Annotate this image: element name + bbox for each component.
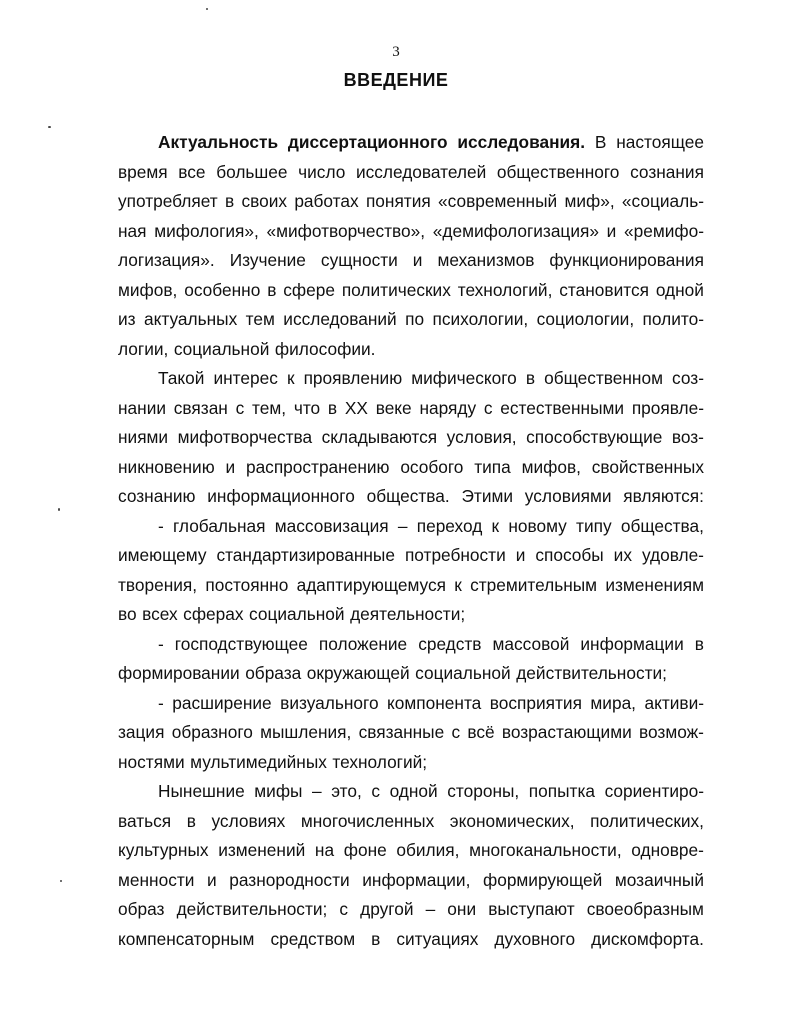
word: социологии, (536, 309, 635, 329)
word: сущности (320, 250, 398, 270)
word: одной (389, 781, 438, 801)
word: - (158, 633, 164, 654)
word: с (235, 397, 245, 418)
word: «демифологизация» (432, 220, 599, 241)
word: соз- (672, 368, 704, 388)
text-line (118, 541, 704, 571)
word: Актуальность (158, 132, 279, 152)
word: массовизация (274, 515, 389, 536)
word: являются: (623, 486, 704, 506)
word: политических, (590, 810, 704, 831)
word: активи- (644, 692, 704, 713)
word: – (425, 899, 436, 919)
word: социальной (173, 338, 270, 359)
scan-speck (60, 880, 62, 882)
page-number: 3 (392, 44, 400, 60)
word: способствующие (526, 427, 663, 447)
word: и (412, 250, 423, 270)
word: ная (118, 220, 147, 241)
word: в (224, 191, 235, 211)
word: к (454, 574, 462, 595)
word: стремительным (470, 574, 598, 595)
text-line (118, 482, 704, 512)
word: по (405, 309, 425, 329)
word: – (312, 781, 322, 801)
word: психологии, (432, 309, 529, 329)
word: сознания (630, 161, 704, 182)
word: новому (508, 515, 567, 536)
word: полито- (642, 309, 704, 329)
word: стандартизированные (216, 545, 395, 565)
word: одной (655, 279, 704, 300)
word: ностями (118, 751, 185, 772)
word: стороны, (447, 781, 520, 801)
word: средств (418, 633, 482, 654)
word: работах (294, 191, 359, 211)
text-line (118, 748, 704, 778)
word: в (267, 279, 277, 300)
scan-speck (206, 8, 208, 10)
word: интерес (213, 368, 278, 388)
text-line (118, 630, 704, 660)
word: проявлению (303, 368, 403, 388)
word: господствующее (174, 633, 308, 654)
word: тем (245, 309, 275, 329)
word: исследователей (355, 161, 487, 182)
word: типа (474, 456, 511, 477)
word: деятельности; (350, 604, 466, 624)
word: особенно (184, 279, 261, 300)
scan-speck (48, 126, 51, 128)
word: попытка (528, 781, 596, 801)
word: изменениям (605, 574, 704, 595)
word: с (371, 781, 381, 801)
word: в (371, 928, 381, 949)
word: «современный (438, 191, 558, 211)
word: сознанию (118, 486, 196, 506)
text-line (118, 925, 704, 955)
word: в (525, 368, 536, 388)
section-title: ВВЕДЕНИЕ (343, 70, 449, 90)
word: механизмов (437, 250, 535, 270)
word: из (118, 309, 136, 329)
word: условиях (211, 810, 286, 831)
word: сфере (283, 279, 335, 300)
text-line (118, 246, 704, 276)
word: информации, (362, 869, 471, 890)
word: во (118, 604, 137, 624)
word: изменений (218, 840, 306, 860)
text-line (118, 276, 704, 306)
word: всех (142, 604, 178, 624)
word: и (515, 545, 526, 565)
word: XX (344, 397, 368, 418)
word: менности (118, 869, 195, 890)
word: выступают (488, 899, 575, 919)
word: это, (331, 781, 362, 801)
word: мира, (590, 692, 636, 713)
word: общества, (620, 515, 704, 536)
word: образ (118, 899, 165, 919)
word: средством (270, 928, 356, 949)
body-text (118, 128, 704, 954)
word: общественном (544, 368, 663, 388)
text-line (118, 128, 704, 158)
text-line (118, 187, 704, 217)
word: мифы (254, 781, 303, 801)
word: образного (171, 722, 253, 742)
word: удовле- (641, 545, 704, 565)
word: общества. (366, 486, 450, 506)
word: возмож- (639, 722, 704, 742)
word: мифов, (521, 456, 581, 477)
text-line (118, 158, 704, 188)
word: духовного (494, 928, 576, 949)
word: они (447, 899, 477, 919)
word: большее (216, 161, 288, 182)
word: дискомфорта. (591, 928, 704, 949)
text-line (118, 600, 704, 630)
word: становится (559, 279, 649, 300)
word: - (158, 692, 164, 713)
word: Нынешние (158, 781, 245, 801)
word: нании (118, 397, 167, 418)
word: в (186, 810, 196, 831)
scan-speck (58, 508, 60, 511)
word: в (694, 633, 704, 654)
text-line (118, 453, 704, 483)
word: технологий, (457, 279, 553, 300)
word: «социаль- (621, 191, 704, 211)
word: на (314, 840, 335, 860)
text-line (118, 807, 704, 837)
word: формирующей (482, 869, 603, 890)
word: с (339, 899, 349, 919)
word: имеющему (118, 545, 207, 565)
text-line (118, 423, 704, 453)
word: творения, (118, 574, 198, 595)
word: к (286, 368, 295, 388)
text-line (118, 777, 704, 807)
text-line (118, 659, 704, 689)
word: мифотворчества (177, 427, 313, 447)
word: визуального (280, 692, 379, 713)
word: мифического (411, 368, 517, 388)
word: типу (576, 515, 612, 536)
word: фоне (343, 840, 387, 860)
word: экономических, (449, 810, 575, 831)
word: и (606, 220, 617, 241)
word: с (451, 722, 461, 742)
word: Изучение (229, 250, 306, 270)
word: связан (173, 397, 228, 418)
text-line (118, 364, 704, 394)
text-line (118, 718, 704, 748)
text-line (118, 866, 704, 896)
word: актуальных (144, 309, 238, 329)
word: ваться (118, 810, 172, 831)
word: глобальная (173, 515, 266, 536)
word: естественными (500, 397, 625, 418)
word: «мифотворчество», (266, 220, 426, 241)
word: свойственных (591, 456, 704, 477)
word: логизация». (118, 250, 215, 270)
word: мифов, (118, 279, 178, 300)
text-line (118, 394, 704, 424)
word: расширение (172, 692, 272, 713)
text-line (118, 895, 704, 925)
word: культурных (118, 840, 209, 860)
word: мифология», (154, 220, 259, 241)
word: исследований (283, 309, 397, 329)
word: разнородности (229, 869, 350, 890)
word: – (397, 515, 408, 536)
text-line (118, 335, 704, 365)
word: воз- (671, 427, 704, 447)
word: образа (245, 663, 302, 683)
word: действительности; (176, 899, 328, 919)
text-line (118, 836, 704, 866)
word: философии. (274, 338, 376, 359)
word: с (483, 397, 493, 418)
word: к (491, 515, 500, 536)
word: логии, (118, 338, 169, 359)
word: адаптирующемуся (296, 574, 446, 595)
word: в (327, 397, 338, 418)
word: другой (360, 899, 414, 919)
word: сферах (183, 604, 244, 624)
word: формировании (118, 663, 240, 683)
word: условиями (524, 486, 612, 506)
word: всё (467, 722, 495, 742)
word: В (594, 132, 607, 152)
text-line (118, 217, 704, 247)
word: мозаичный (614, 869, 704, 890)
word: многочисленных (300, 810, 435, 831)
word: переход (416, 515, 483, 536)
word: потребности (404, 545, 506, 565)
text-line (118, 512, 704, 542)
word: восприятия (489, 692, 582, 713)
word: наряду (419, 397, 477, 418)
word: обилия, (396, 840, 460, 860)
word: политических (341, 279, 451, 300)
word: складываются (321, 427, 438, 447)
word: миф», (564, 191, 615, 211)
word: многоканальности, (469, 840, 622, 860)
word: и (207, 869, 217, 890)
word: мышления, (260, 722, 352, 742)
word: положение (318, 633, 408, 654)
word: никновению (118, 456, 215, 477)
word: особого (400, 456, 464, 477)
word: мультимедийных (190, 751, 327, 772)
word: ниями (118, 427, 169, 447)
word: понятия (365, 191, 431, 211)
word: время (118, 161, 168, 182)
word: общественного (496, 161, 620, 182)
word: действительности; (516, 663, 667, 683)
word: условия, (446, 427, 517, 447)
word: социальной (415, 663, 511, 683)
text-line (118, 571, 704, 601)
word: связанные (358, 722, 445, 742)
word: окружающей (306, 663, 410, 683)
word: диссертационного (287, 132, 448, 152)
word: возрастающими (501, 722, 632, 742)
word: своих (241, 191, 288, 211)
word: компенсаторным (118, 928, 255, 949)
word: настоящее (616, 132, 704, 152)
word: - (158, 515, 164, 536)
word: употребляет (118, 191, 218, 211)
word: способы (535, 545, 604, 565)
word: веке (375, 397, 412, 418)
word: функционирования (549, 250, 704, 270)
word: сориентиро- (604, 781, 704, 801)
word: тем, (252, 397, 287, 418)
word: и (225, 456, 236, 477)
word: компонента (387, 692, 482, 713)
word: информационного (207, 486, 355, 506)
word: постоянно (205, 574, 289, 595)
word: «ремифо- (624, 220, 704, 241)
word: их (613, 545, 632, 565)
word: технологий; (332, 751, 428, 772)
word: Такой (158, 368, 205, 388)
word: одновре- (631, 840, 704, 860)
word: Этими (461, 486, 514, 506)
word: исследования. (457, 132, 586, 152)
word: ситуациях (396, 928, 479, 949)
word: распространению (245, 456, 390, 477)
text-line (118, 689, 704, 719)
word: информации (580, 633, 684, 654)
word: социальной (249, 604, 345, 624)
word: что (293, 397, 321, 418)
word: зация (118, 722, 165, 742)
word: своеобразным (586, 899, 704, 919)
word: число (298, 161, 346, 182)
word: массовой (492, 633, 570, 654)
text-line (118, 305, 704, 335)
word: проявле- (631, 397, 704, 418)
word: все (178, 161, 206, 182)
